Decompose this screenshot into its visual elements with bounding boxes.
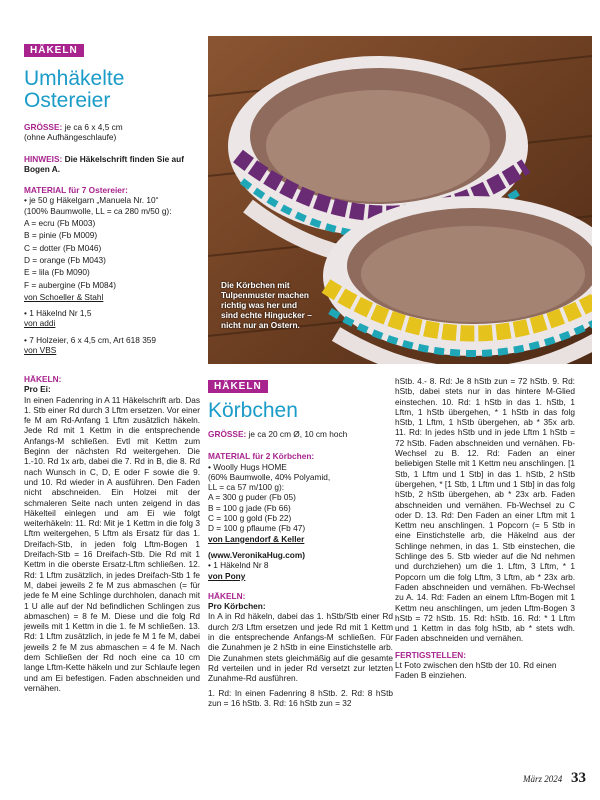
- material-line: C = 100 g gold (Fb 22): [208, 513, 292, 524]
- material-line: • Woolly Hugs HOME: [208, 461, 287, 472]
- supplier: von Schoeller & Stahl: [24, 291, 104, 302]
- supplier: von VBS: [24, 345, 57, 356]
- material-line: A = 300 g puder (Fb 05): [208, 492, 296, 503]
- groesse: GRÖSSE: je ca 20 cm Ø, 10 cm hoch: [208, 429, 348, 439]
- material-label: MATERIAL für 2 Körbchen:: [208, 451, 315, 462]
- ostereier-title: [24, 68, 200, 112]
- material-line: LL = ca 57 m/100 g):: [208, 482, 285, 493]
- material-line: D = orange (Fb M043): [24, 254, 106, 265]
- website: (www.VeronikaHug.com): [208, 549, 305, 560]
- instructions-heading: HÄKELN:: [208, 590, 246, 601]
- hook: • 1 Häkelnd Nr 8: [208, 560, 269, 571]
- material-line: E = lila (Fb M090): [24, 267, 90, 278]
- ostereier-details: [24, 122, 200, 355]
- instructions-continued: hStb. 4.- 8. Rd: Je 8 hStb zun = 72 hStb. 9. Rd: hStb, dabei stets nur in das hintere M-Glied einstechen. 10. Rd: 1 hStb in das 1. hStb, 1 Lftm, 1 hStb übergehen, * 1 hStb in das folg hStb, 1 Lftm, 1 hStb übergehen, ab * 35x arb. 11. Rd: In jedes hStb und in jede Lftm 1 hStb = 72 hStb. Faden abschneiden und vernähen. Fb-Wechsel zu B. 12. Rd: Faden an einer beliebigen Stelle mit 1 Kettm neu anschlingen. [1 Stb, 1 Lftm und 1 Stb] in das 1. hStb, 2 hStb übergehen, * [1 Stb, 1 Lftm und 1 Stb] in das folg hStb, 2 hStb übergehen, ab * 23x arb. Faden abschneiden und vernähen. Fb-Wechsel zu C oder D. 13. Rd: Den Faden an einer Lftm mit 1 Kettm neu anschlingen. 1 Popcorn (= 5 Stb in eine Einstichstelle arb, die Häkelnd aus der Schlinge nehmen, in das 1. Stb einstechen, die Schlinge des 5. Stb wieder auf die Nd nehmen und durchziehen) um die 1. Lftm, 3 Lftm, * 1 Popcorn um die folg Lftm, 3 Lftm, ab * 23x arb. Faden abschneiden und vernähen. Fb-Wechsel zu A. 14. Rd: Faden an einem Lftm-Bogen mit 1 Kettm neu anschlingen, um jeden Lftm-Bogen 3 hStb = 72 hStb. 15. Rd: hStb. 16. Rd: * 1 Lftm und 1 Kettm in das folg hStb, ab * stets wdh. Faden abschneiden und vernähen.: [395, 376, 575, 644]
- instructions-subheading: Pro Körbchen:: [208, 601, 266, 612]
- material-line: C = dotter (Fb M046): [24, 242, 102, 253]
- groesse: GRÖSSE: je ca 6 x 4,5 cm (ohne Aufhängeschlaufe): [24, 122, 123, 143]
- koerbchen-block: [208, 376, 393, 708]
- instructions-text: In A in Rd häkeln, dabei das 1. hStb/Stb einer Rd durch 2/3 Lftm ersetzen und jede Rd mit 1 Kettm in die entsprechende Anfangs-M schließen. Für die Zunahmen je 2 hStb in eine Einstichstelle arb. Die Zunahmen stets gleichmäßig auf die gesamte Rd verteilen und in jeder Rd versetzt zur letzten Zunahme-Rd ausführen.: [208, 611, 393, 684]
- material-line: (100% Baumwolle, LL = ca 280 m/50 g):: [24, 205, 172, 216]
- title-line-2: Ostereier: [24, 89, 111, 112]
- ostereier-instructions: [24, 374, 200, 693]
- material-line: • je 50 g Häkelgarn „Manuela Nr. 10“: [24, 195, 159, 206]
- material-line: (60% Baumwolle, 40% Polyamid,: [208, 471, 331, 482]
- section-tag: HÄKELN: [24, 44, 84, 57]
- koerbchen-title: Körbchen: [208, 399, 298, 422]
- material-list: [24, 195, 200, 355]
- basket-photo: [208, 36, 592, 364]
- photo-caption: Die Körbchen mit Tulpenmuster machen richtig was her und sind echte Hingucker – nicht nur an Ostern.: [221, 280, 312, 330]
- hinweis: HINWEIS: Die Häkelschrift finden Sie auf Bogen A.: [24, 153, 184, 174]
- finishing-heading: FERTIGSTELLEN:: [395, 649, 466, 660]
- page-number: 33: [571, 770, 586, 786]
- material-line: A = ecru (Fb M003): [24, 218, 96, 229]
- finishing-text: Lt Foto zwischen den hStb der 10. Rd einen Faden B einziehen.: [395, 660, 557, 681]
- title-line-1: Umhäkelte: [24, 67, 125, 90]
- page-footer: [523, 770, 586, 787]
- material-line: B = 100 g jade (Fb 66): [208, 502, 291, 513]
- material-line: D = 100 g pflaume (Fb 47): [208, 523, 306, 534]
- koerbchen-details: [208, 429, 393, 708]
- supplier: von addi: [24, 318, 56, 329]
- material-line: F = aubergine (Fb M084): [24, 279, 117, 290]
- round-instructions: 1. Rd: In einen Fadenring 8 hStb. 2. Rd: 8 hStb zun = 16 hStb. 3. Rd: 16 hStb zun = 32: [208, 687, 393, 708]
- issue-date: März 2024: [522, 774, 563, 784]
- supplier: von Pony: [208, 570, 246, 581]
- instructions-subheading: Pro Ei:: [24, 384, 51, 395]
- material-line: B = pinie (Fb M009): [24, 230, 98, 241]
- column-three: [395, 376, 575, 681]
- supplier: von Langendorf & Keller: [208, 533, 305, 544]
- instructions-text: In einen Fadenring in A 11 Häkelschrift arb. Das 1. Stb einer Rd durch 3 Lftm ersetzen. Vor einer fe M am Rd-Anfang 1 Lftm zusätzlich häkeln. Jede Rd mit 1 Kettm in die entsprechende Anfangs-M schließen. Evtl mit Kettm zum Beginn der nächsten Rd weitergehen. Die 1.-10. Rd 1x arb, dabei die 7. Rd in B, die 8. Rd nach Wunsch in C, D, E oder F sowie die 9. und 10. Rd wieder in A ausführen. Den Faden nicht abschneiden. Ein Holzei mit der schmaleren Seite nach unten zeigend in das Häkelteil einlegen und am Ei wie folgt weiterhäkeln: 11. Rd: Mit je 1 Kettm in die folg 3 Lftm weitergehen, 5 Lftm als Ersatz für das 1. Dreifach-Stb, in jeden folg Lftm-Bogen 1 Dreifach-Stb = 16 Dreifach-Stb. Die Rd mit 1 Kettm in die oberste Ersatz-Lftm schließen. 12. Rd: 1 Lftm zusätzlich, in jedes Dreifach-Stb 1 fe M, dabei jeweils 2 fe M zus abmaschen (= für jede fe M eine Schlinge durchholen, danach mit 1 U alle auf der Nd befindlichen Schlingen zus abmaschen) = 8 fe M. Diese und die folg Rd jeweils mit 1 Kettm in die 1. fe M schließen. 13. Rd: 1 Lftm zusätzlich, in jede fe M 1 fe M, dabei jeweils 2 fe M zus abmaschen = 4 fe M. Nach dem Schließen der Rd noch eine ca 10 cm lange Lftm-Kette häkeln und zur Schlaufe legen und am Ei befestigen. Faden abschneiden und vernähen.: [24, 394, 200, 693]
- section-tag: HÄKELN: [208, 380, 268, 393]
- instructions-heading: HÄKELN:: [24, 374, 62, 384]
- hook: • 1 Häkelnd Nr 1,5: [24, 308, 92, 319]
- ostereier-block: [24, 40, 200, 355]
- material-label: MATERIAL für 7 Ostereier:: [24, 185, 128, 196]
- eggs: • 7 Holzeier, 6 x 4,5 cm, Art 618 359: [24, 334, 157, 345]
